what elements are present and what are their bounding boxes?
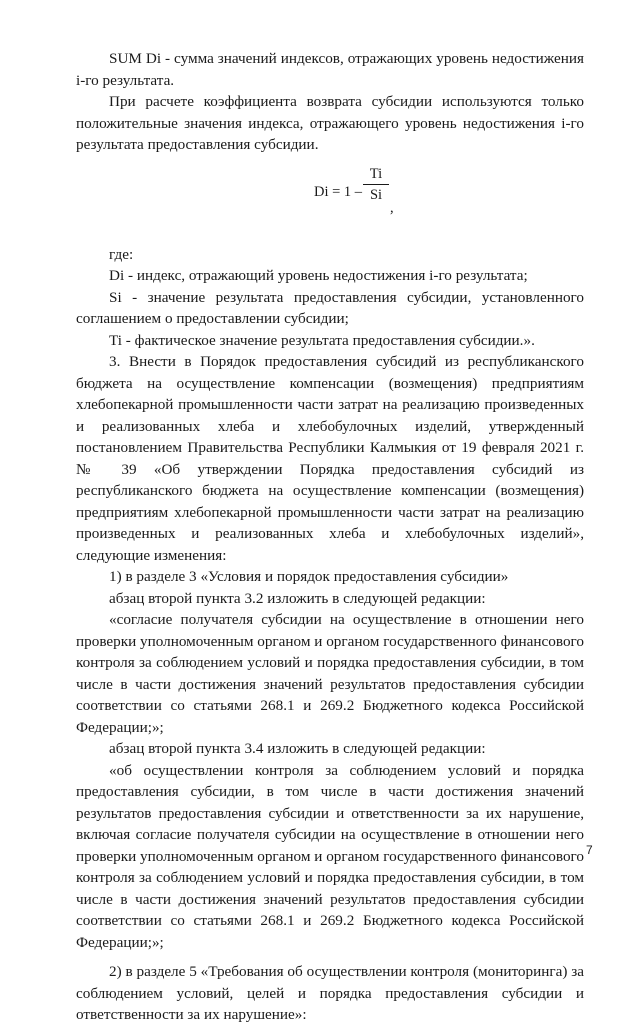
paragraph-where: где: xyxy=(109,245,134,263)
formula-comma: , xyxy=(390,199,394,216)
formula-lhs: Di = 1 – xyxy=(314,183,363,200)
definition-si: Si - значение результата предоставления субсидии, установленного соглашением о предоставлении субсидии; xyxy=(76,288,584,327)
paragraph-coefficient-calc: При расчете коэффициента возврата субсидии используются только положительные значения индекса, отражающего уровень недостижения i-го результата предоставления субсидии. xyxy=(76,93,584,153)
formula-denominator: Si xyxy=(369,186,383,203)
subitem-1: 1) в разделе 3 «Условия и порядок предоставления субсидии» xyxy=(109,568,509,585)
subitem-2: 2) в разделе 5 «Требования об осуществлении контроля (мониторинга) за соблюдением условий, целей и порядка предоставления субсидии и ответственности за их нарушение»: xyxy=(76,963,584,1023)
formula-fraction xyxy=(363,166,389,204)
definition-ti: Ti - фактическое значение результата предоставления субсидии.». xyxy=(109,331,535,349)
paragraph-abzac-3-4: абзац второй пункта 3.4 изложить в следующей редакции: xyxy=(109,740,486,757)
formula-di xyxy=(76,160,584,238)
fraction-bar xyxy=(363,184,389,185)
paragraph-item-3: 3. Внести в Порядок предоставления субсидий из республиканского бюджета на осуществление компенсации (возмещения) предприятиям хлебопекарной промышленности части затрат на реализацию произведенных и реализованных хлеба и хлебобулочных изделий, утвержденный постановлением Правительства Республики Калмыкия от 19 февраля 2021 г. № 39 «Об утверждении Порядка предоставления субсидий из республиканского бюджета на осуществление компенсации (возмещения) предприятиям хлебопекарной промышленности части затрат на реализацию произведенных и реализованных хлеба и хлебобулочных изделий», следующие изменения: xyxy=(76,353,584,564)
quote-3-2: «согласие получателя субсидии на осуществление в отношении него проверки уполномоченным органом и органом государственного финансового контроля за соблюдением условий и порядка предоставления субсидии, в том числе в части достижения значений результатов предоставления субсидии соответствии со статьями 268.1 и 269.2 Бюджетного кодекса Российской Федерации;»; xyxy=(76,611,584,736)
document-body xyxy=(76,48,584,1026)
paragraph-sum-di: SUM Di - сумма значений индексов, отражающих уровень недостижения i-го результата. xyxy=(76,50,584,89)
paragraph-abzac-3-2: абзац второй пункта 3.2 изложить в следующей редакции: xyxy=(109,589,486,607)
definition-di: Di - индекс, отражающий уровень недостижения i-го результата; xyxy=(109,267,528,284)
quote-3-4: «об осуществлении контроля за соблюдением условий и порядка предоставления субсидии, в том числе в части достижения значений результатов предоставления субсидии и ответственности за их нарушение, включая согласие получателя субсидии на осуществление в отношении него проверки уполномоченным органом и органом государственного финансового контроля за соблюдением условий и порядка предоставления субсидии, в том числе в части достижения значений результатов предоставления субсидии соответствии со статьями 268.1 и 269.2 Бюджетного кодекса Российской Федерации;»; xyxy=(76,761,584,951)
page-number: 7 xyxy=(586,843,593,857)
formula-numerator: Ti xyxy=(369,165,383,182)
